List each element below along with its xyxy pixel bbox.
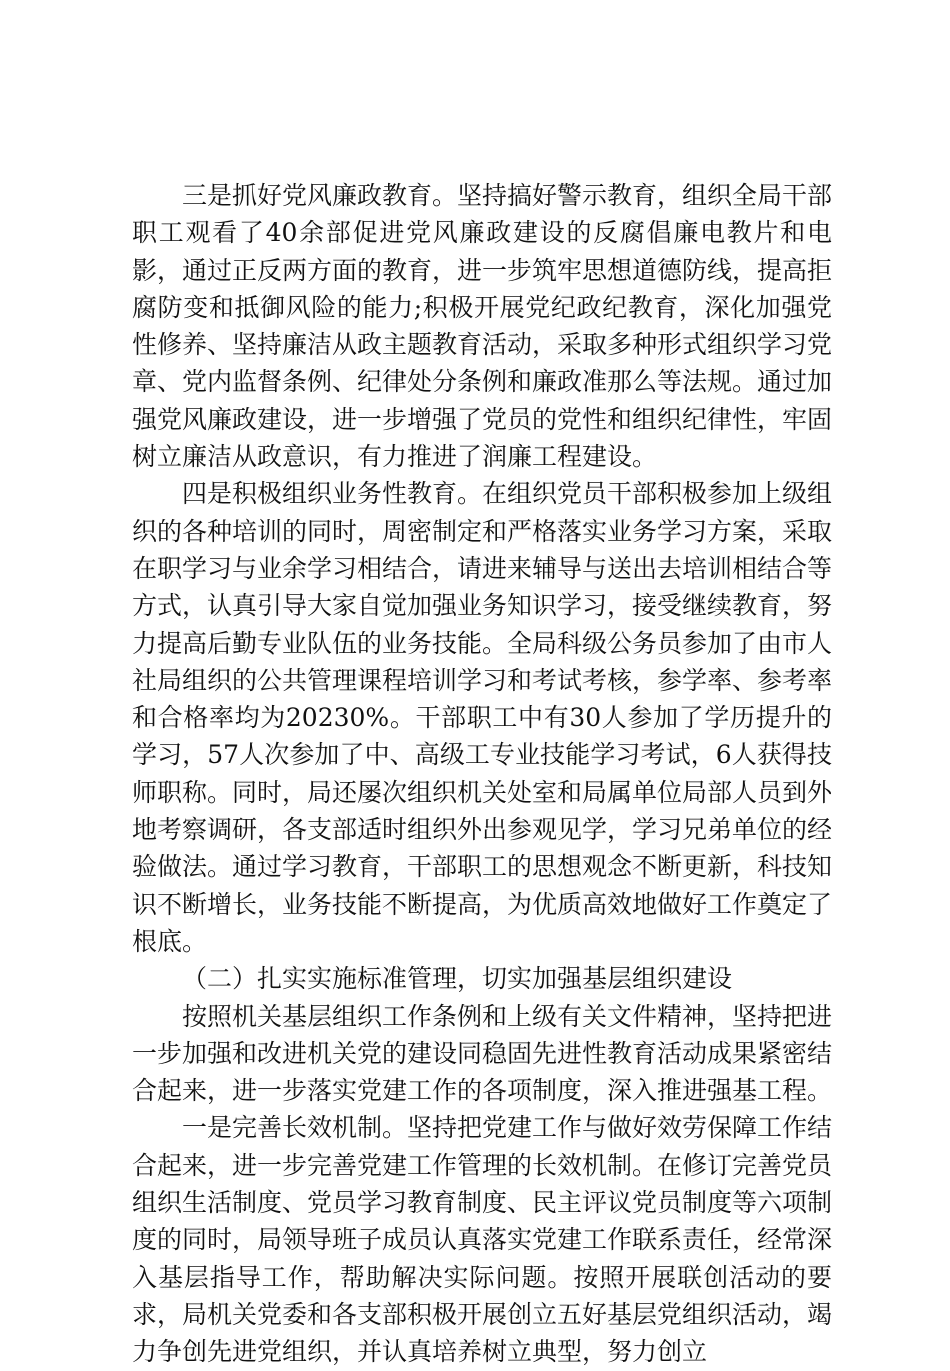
section-heading: （二）扎实实施标准管理，切实加强基层组织建设 xyxy=(182,964,733,994)
paragraph-grassroots-organization: 按照机关基层组织工作条例和上级有关文件精神，坚持把进一步加强和改进机关党的建设同稳固先进性教育活动成果紧密结合起来，进一步落实党建工作的各项制度，深入推进强基工程。 xyxy=(132,1001,833,1106)
paragraph-business-education: 四是积极组织业务性教育。在组织党员干部积极参加上级组织的各种培训的同时，周密制定和严格落实业务学习方案，采取在职学习与业余学习相结合，请进来辅导与送出去培训相结合等方式，认真引导大家自觉加强业务知识学习，接受继续教育，努力提高后勤专业队伍的业务技能。全局科级公务员参加了由市人社局组织的公共管理课程培训学习和考试考核，参学率、参考率和合格率均为20230%。干部职工中有30人参加了学历提升的学习，57人次参加了中、高级工专业技能学习考试，6人获得技师职称。同时，局还屡次组织机关处室和局属单位局部人员到外地考察调研，各支部适时组织外出参观见学，学习兄弟单位的经验做法。通过学习教育，干部职工的思想观念不断更新，科技知识不断增长，业务技能不断提高，为优质高效地做好工作奠定了根底。 xyxy=(132,479,833,956)
paragraph-long-term-mechanism: 一是完善长效机制。坚持把党建工作与做好效劳保障工作结合起来，进一步完善党建工作管理的长效机制。在修订完善党员组织生活制度、党员学习教育制度、民主评议党员制度等六项制度的同时，局领导班子成员认真落实党建工作联系责任，经常深入基层指导工作，帮助解决实际问题。按照开展联创活动的要求，局机关党委和各支部积极开展创立五好基层党组织活动，竭力争创先进党组织，并认真培养树立典型，努力创立 xyxy=(132,1113,833,1367)
paragraph-party-conduct-education: 三是抓好党风廉政教育。坚持搞好警示教育，组织全局干部职工观看了40余部促进党风廉政建设的反腐倡廉电教片和电影，通过正反两方面的教育，进一步筑牢思想道德防线，提高拒腐防变和抵御风险的能力;积极开展党纪政纪教育，深化加强党性修养、坚持廉洁从政主题教育活动，采取多种形式组织学习党章、党内监督条例、纪律处分条例和廉政准那么等法规。通过加强党风廉政建设，进一步增强了党员的党性和组织纪律性，牢固树立廉洁从政意识，有力推进了润廉工程建设。 xyxy=(132,181,833,472)
document-body xyxy=(132,177,832,1371)
